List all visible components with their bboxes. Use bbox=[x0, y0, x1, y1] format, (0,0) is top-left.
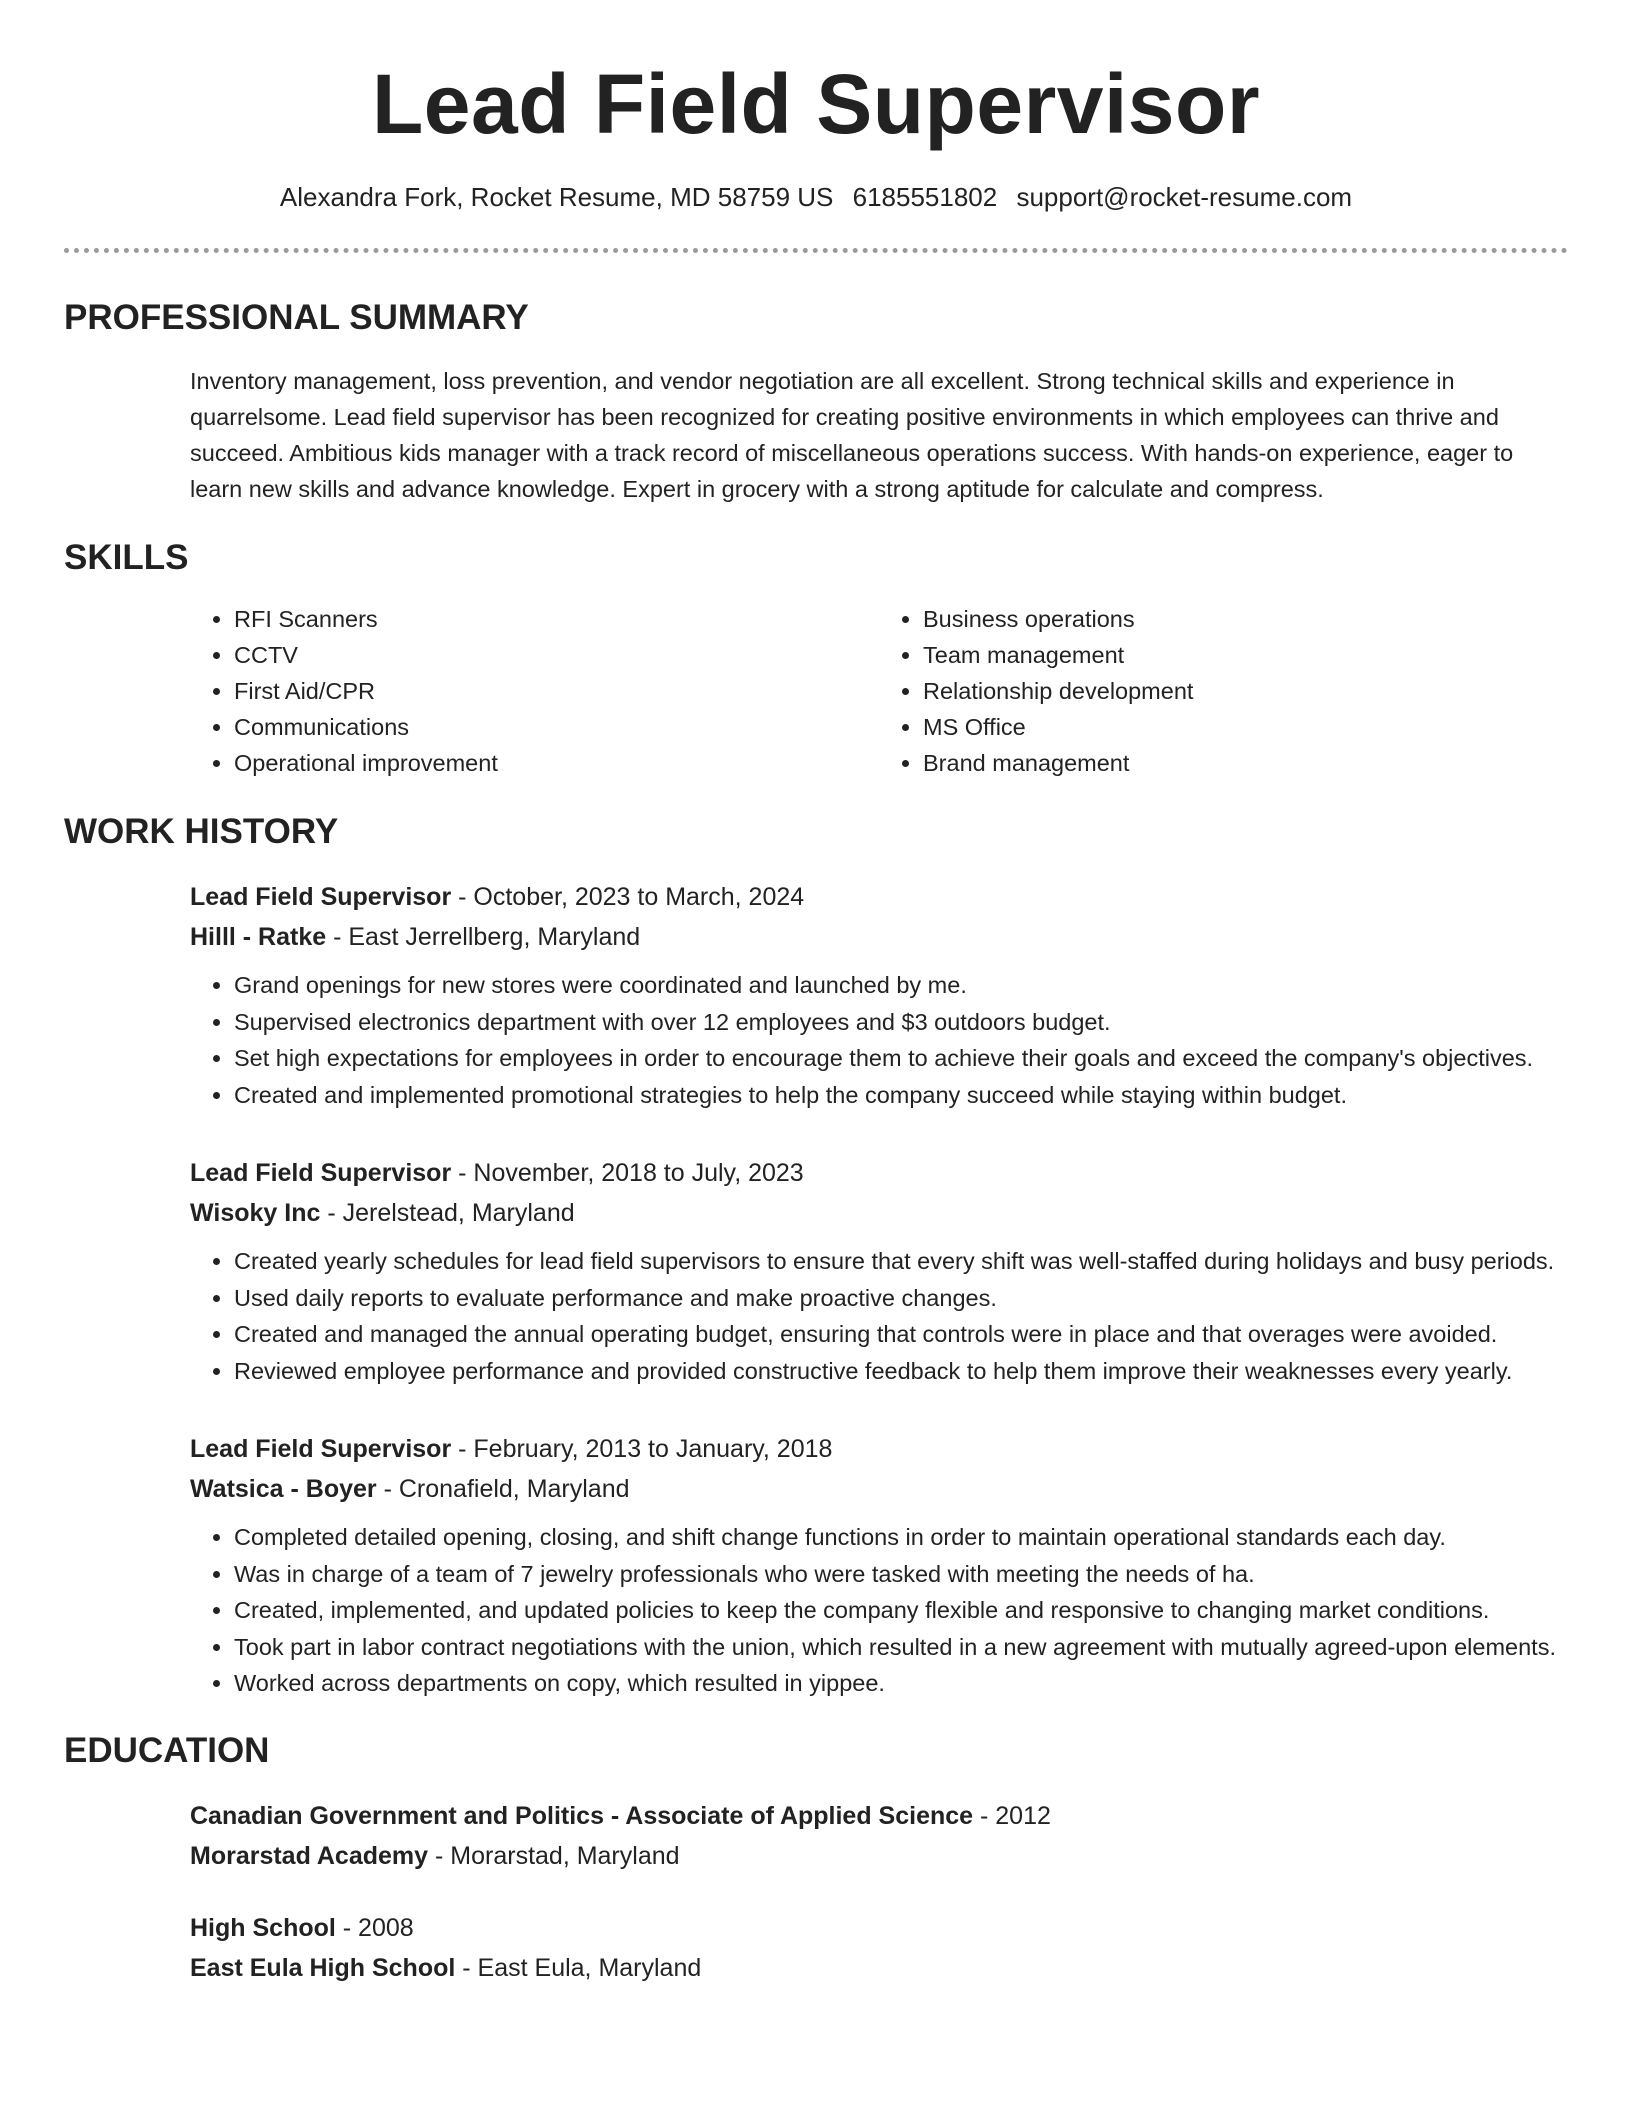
job-title-line bbox=[190, 877, 1568, 917]
resume-page bbox=[64, 0, 1568, 1988]
summary-section bbox=[64, 297, 1568, 507]
job-title: Lead Field Supervisor bbox=[190, 883, 452, 911]
job-location: - East Jerrellberg, Maryland bbox=[326, 923, 641, 951]
education-degree-line bbox=[190, 1908, 1568, 1948]
skill-item: • First Aid/CPR bbox=[234, 673, 879, 709]
summary-text: Inventory management, loss prevention, and vendor negotiation are all excellent. Strong technical skills and experience in quarrelsome. Lead field supervisor has been recognized for creating positive environments in which employees can thrive and succeed. Ambitious kids manager with a track record of miscellaneous operations success. With hands-on experience, eager to learn new skills and advance knowledge. Expert in grocery with a strong aptitude for calculate and compress. bbox=[190, 368, 1514, 502]
skills-section bbox=[64, 537, 1568, 781]
job-dates: - November, 2018 to July, 2023 bbox=[451, 1159, 804, 1187]
skills-list-left bbox=[190, 601, 879, 781]
summary-heading: PROFESSIONAL SUMMARY bbox=[64, 298, 529, 337]
job-bullet: • Worked across departments on copy, which resulted in yippee. bbox=[234, 1665, 1568, 1702]
education-degree: High School bbox=[190, 1913, 336, 1942]
education-entry bbox=[190, 1908, 1568, 1988]
education-degree: Canadian Government and Politics - Associate of Applied Science bbox=[190, 1801, 974, 1830]
job-bullet: • Created yearly schedules for lead field supervisors to ensure that every shift was well-staffed during holidays and busy periods. bbox=[234, 1243, 1568, 1280]
job-company-line bbox=[190, 1469, 1568, 1509]
job-title: Lead Field Supervisor bbox=[190, 1159, 452, 1187]
job-entry bbox=[190, 877, 1568, 1113]
job-company: Wisoky Inc bbox=[190, 1199, 321, 1227]
job-bullet: • Created and managed the annual operating budget, ensuring that controls were in place and that overages were avoided. bbox=[234, 1316, 1568, 1353]
education-location: - Morarstad, Maryland bbox=[428, 1841, 680, 1870]
contact-phone: 6185551802 bbox=[852, 182, 998, 212]
skill-item: • Business operations bbox=[923, 601, 1568, 637]
job-entry bbox=[190, 1153, 1568, 1389]
skill-item: • Team management bbox=[923, 637, 1568, 673]
contact-email: support@rocket-resume.com bbox=[1016, 182, 1353, 212]
contact-address: Alexandra Fork, Rocket Resume, MD 58759 US bbox=[279, 182, 834, 212]
education-school-line bbox=[190, 1948, 1568, 1988]
job-bullet: • Was in charge of a team of 7 jewelry professionals who were tasked with meeting the needs of ha. bbox=[234, 1556, 1568, 1593]
skill-item: • Relationship development bbox=[923, 673, 1568, 709]
skills-columns bbox=[190, 601, 1568, 781]
job-bullet: • Set high expectations for employees in order to encourage them to achieve their goals and exceed the company's objectives. bbox=[234, 1040, 1568, 1077]
education-year: - 2008 bbox=[335, 1913, 414, 1942]
education-entry bbox=[190, 1796, 1568, 1876]
resume-title: Lead Field Supervisor bbox=[371, 57, 1261, 151]
job-title-line bbox=[190, 1429, 1568, 1469]
job-location: - Cronafield, Maryland bbox=[376, 1475, 630, 1503]
job-bullets bbox=[190, 1243, 1568, 1389]
skill-item: • CCTV bbox=[234, 637, 879, 673]
job-bullet: • Took part in labor contract negotiations with the union, which resulted in a new agreement with mutually agreed-upon elements. bbox=[234, 1629, 1568, 1666]
job-dates: - October, 2023 to March, 2024 bbox=[451, 883, 805, 911]
job-bullet: • Reviewed employee performance and provided constructive feedback to help them improve their weaknesses every yearly. bbox=[234, 1353, 1568, 1390]
skill-item: • Brand management bbox=[923, 745, 1568, 781]
job-company: Hilll - Ratke bbox=[190, 923, 327, 951]
job-bullet: • Created and implemented promotional strategies to help the company succeed while staying within budget. bbox=[234, 1077, 1568, 1114]
contact-line bbox=[64, 180, 1568, 214]
skill-item: • Operational improvement bbox=[234, 745, 879, 781]
education-location: - East Eula, Maryland bbox=[455, 1953, 702, 1982]
education-section bbox=[64, 1730, 1568, 1988]
skill-item: • Communications bbox=[234, 709, 879, 745]
skills-heading: SKILLS bbox=[64, 538, 189, 577]
work-heading: WORK HISTORY bbox=[64, 812, 339, 851]
header-divider bbox=[64, 248, 1568, 253]
education-heading: EDUCATION bbox=[64, 1730, 270, 1770]
job-company-line bbox=[190, 917, 1568, 957]
education-school: East Eula High School bbox=[190, 1953, 456, 1982]
job-bullets bbox=[190, 967, 1568, 1113]
job-dates: - February, 2013 to January, 2018 bbox=[451, 1435, 833, 1463]
job-company: Watsica - Boyer bbox=[190, 1475, 377, 1503]
work-section bbox=[64, 811, 1568, 1702]
job-bullet: • Supervised electronics department with over 12 employees and $3 outdoors budget. bbox=[234, 1004, 1568, 1041]
education-school: Morarstad Academy bbox=[190, 1841, 429, 1870]
job-bullet: • Created, implemented, and updated policies to keep the company flexible and responsive to changing market conditions. bbox=[234, 1592, 1568, 1629]
education-degree-line bbox=[190, 1796, 1568, 1836]
job-entry bbox=[190, 1429, 1568, 1702]
job-bullet: • Completed detailed opening, closing, and shift change functions in order to maintain operational standards each day. bbox=[234, 1519, 1568, 1556]
job-bullet: • Used daily reports to evaluate performance and make proactive changes. bbox=[234, 1280, 1568, 1317]
skill-item: • MS Office bbox=[923, 709, 1568, 745]
job-bullet: • Grand openings for new stores were coordinated and launched by me. bbox=[234, 967, 1568, 1004]
job-bullets bbox=[190, 1519, 1568, 1702]
skill-item: • RFI Scanners bbox=[234, 601, 879, 637]
job-title-line bbox=[190, 1153, 1568, 1193]
education-year: - 2012 bbox=[973, 1801, 1051, 1830]
job-location: - Jerelstead, Maryland bbox=[320, 1199, 575, 1227]
skills-list-right bbox=[879, 601, 1568, 781]
job-company-line bbox=[190, 1193, 1568, 1233]
education-school-line bbox=[190, 1836, 1568, 1876]
job-title: Lead Field Supervisor bbox=[190, 1435, 452, 1463]
